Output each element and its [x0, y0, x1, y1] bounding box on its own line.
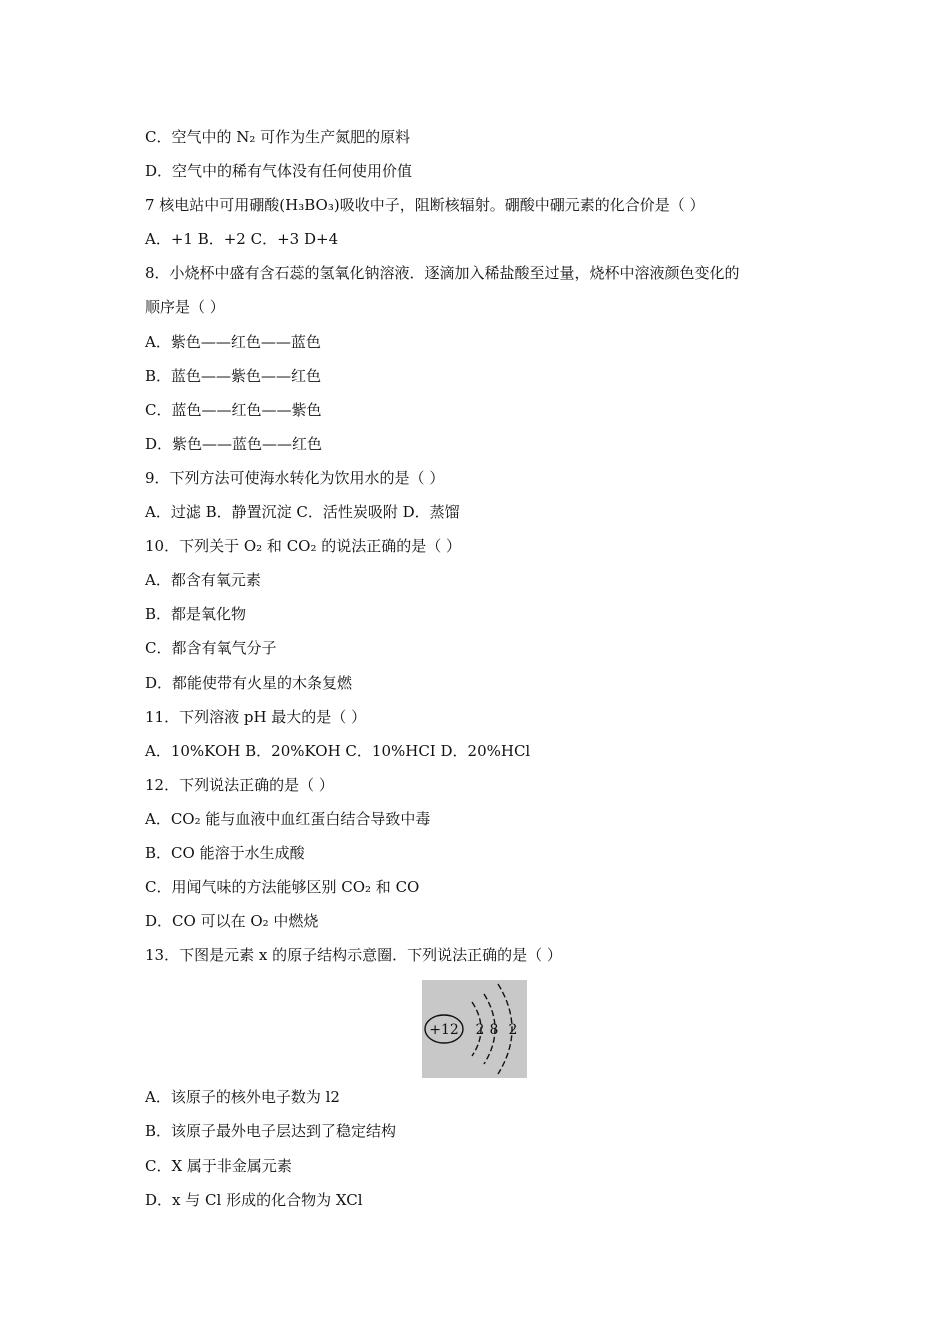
text-line: 10．下列关于 O₂ 和 CO₂ 的说法正确的是（ ） — [145, 537, 462, 556]
text-line: A．CO₂ 能与血液中血红蛋白结合导致中毒 — [145, 809, 431, 828]
text-line: 顺序是（ ） — [145, 298, 225, 317]
shell-2-electrons: 8 — [489, 1022, 499, 1039]
shell-1-electrons: 2 — [475, 1022, 485, 1039]
text-line: D．CO 可以在 O₂ 中燃烧 — [145, 912, 319, 931]
questions-before-figure — [145, 120, 825, 972]
text-line: D．空气中的稀有气体没有任何使用价值 — [145, 162, 413, 181]
text-line: C．都含有氧气分子 — [145, 639, 277, 658]
questions-after-figure — [145, 1080, 825, 1216]
text-line: A．紫色——红色——蓝色 — [145, 332, 321, 351]
text-line: B．该原子最外电子层达到了稳定结构 — [145, 1122, 397, 1141]
text-line: A．过滤 B．静置沉淀 C．活性炭吸附 D．蒸馏 — [145, 503, 460, 522]
text-line: C．X 属于非金属元素 — [145, 1156, 292, 1175]
text-line: C．用闻气味的方法能够区别 CO₂ 和 CO — [145, 878, 420, 897]
text-line: C．空气中的 N₂ 可作为生产氮肥的原料 — [145, 128, 411, 146]
text-line: 7 核电站中可用硼酸(H₃BO₃)吸收中子，阻断核辐射。硼酸中硼元素的化合价是（ ） — [145, 196, 705, 215]
text-line: D．x 与 Cl 形成的化合物为 XCl — [145, 1190, 363, 1209]
text-line: A．+1 B．+2 C．+3 D+4 — [145, 230, 339, 249]
atom-structure-figure-row — [145, 972, 825, 1080]
text-line: D．都能使带有火星的木条复燃 — [145, 673, 353, 692]
text-line: B．CO 能溶于水生成酸 — [145, 843, 305, 862]
atom-structure-svg — [422, 980, 527, 1078]
text-line: D．紫色——蓝色——红色 — [145, 434, 323, 453]
text-line: 12．下列说法正确的是（ ） — [145, 775, 334, 794]
shell-3-electrons: 2 — [508, 1022, 518, 1039]
text-line: 11．下列溶液 pH 最大的是（ ） — [145, 707, 367, 726]
text-line: A．10%KOH B．20%KOH C．10%HCI D．20%HCl — [145, 741, 531, 760]
nucleus-charge: +12 — [429, 1022, 459, 1039]
text-line: 8．小烧杯中盛有含石蕊的氢氧化钠溶液．逐滴加入稀盐酸至过量，烧杯中溶液颜色变化的 — [145, 264, 740, 283]
question-content — [145, 120, 825, 1217]
text-line: 9．下列方法可使海水转化为饮用水的是（ ） — [145, 468, 445, 487]
text-line: 13．下图是元素 x 的原子结构示意圈．下列说法正确的是（ ） — [145, 946, 562, 965]
text-line: B．都是氧化物 — [145, 605, 247, 624]
text-line: C．蓝色——红色——紫色 — [145, 400, 322, 419]
text-line: B．蓝色——紫色——红色 — [145, 366, 322, 385]
text-line: A．都含有氧元素 — [145, 571, 261, 590]
text-line: A．该原子的核外电子数为 l2 — [145, 1088, 340, 1107]
atom-structure-diagram — [422, 980, 527, 1078]
